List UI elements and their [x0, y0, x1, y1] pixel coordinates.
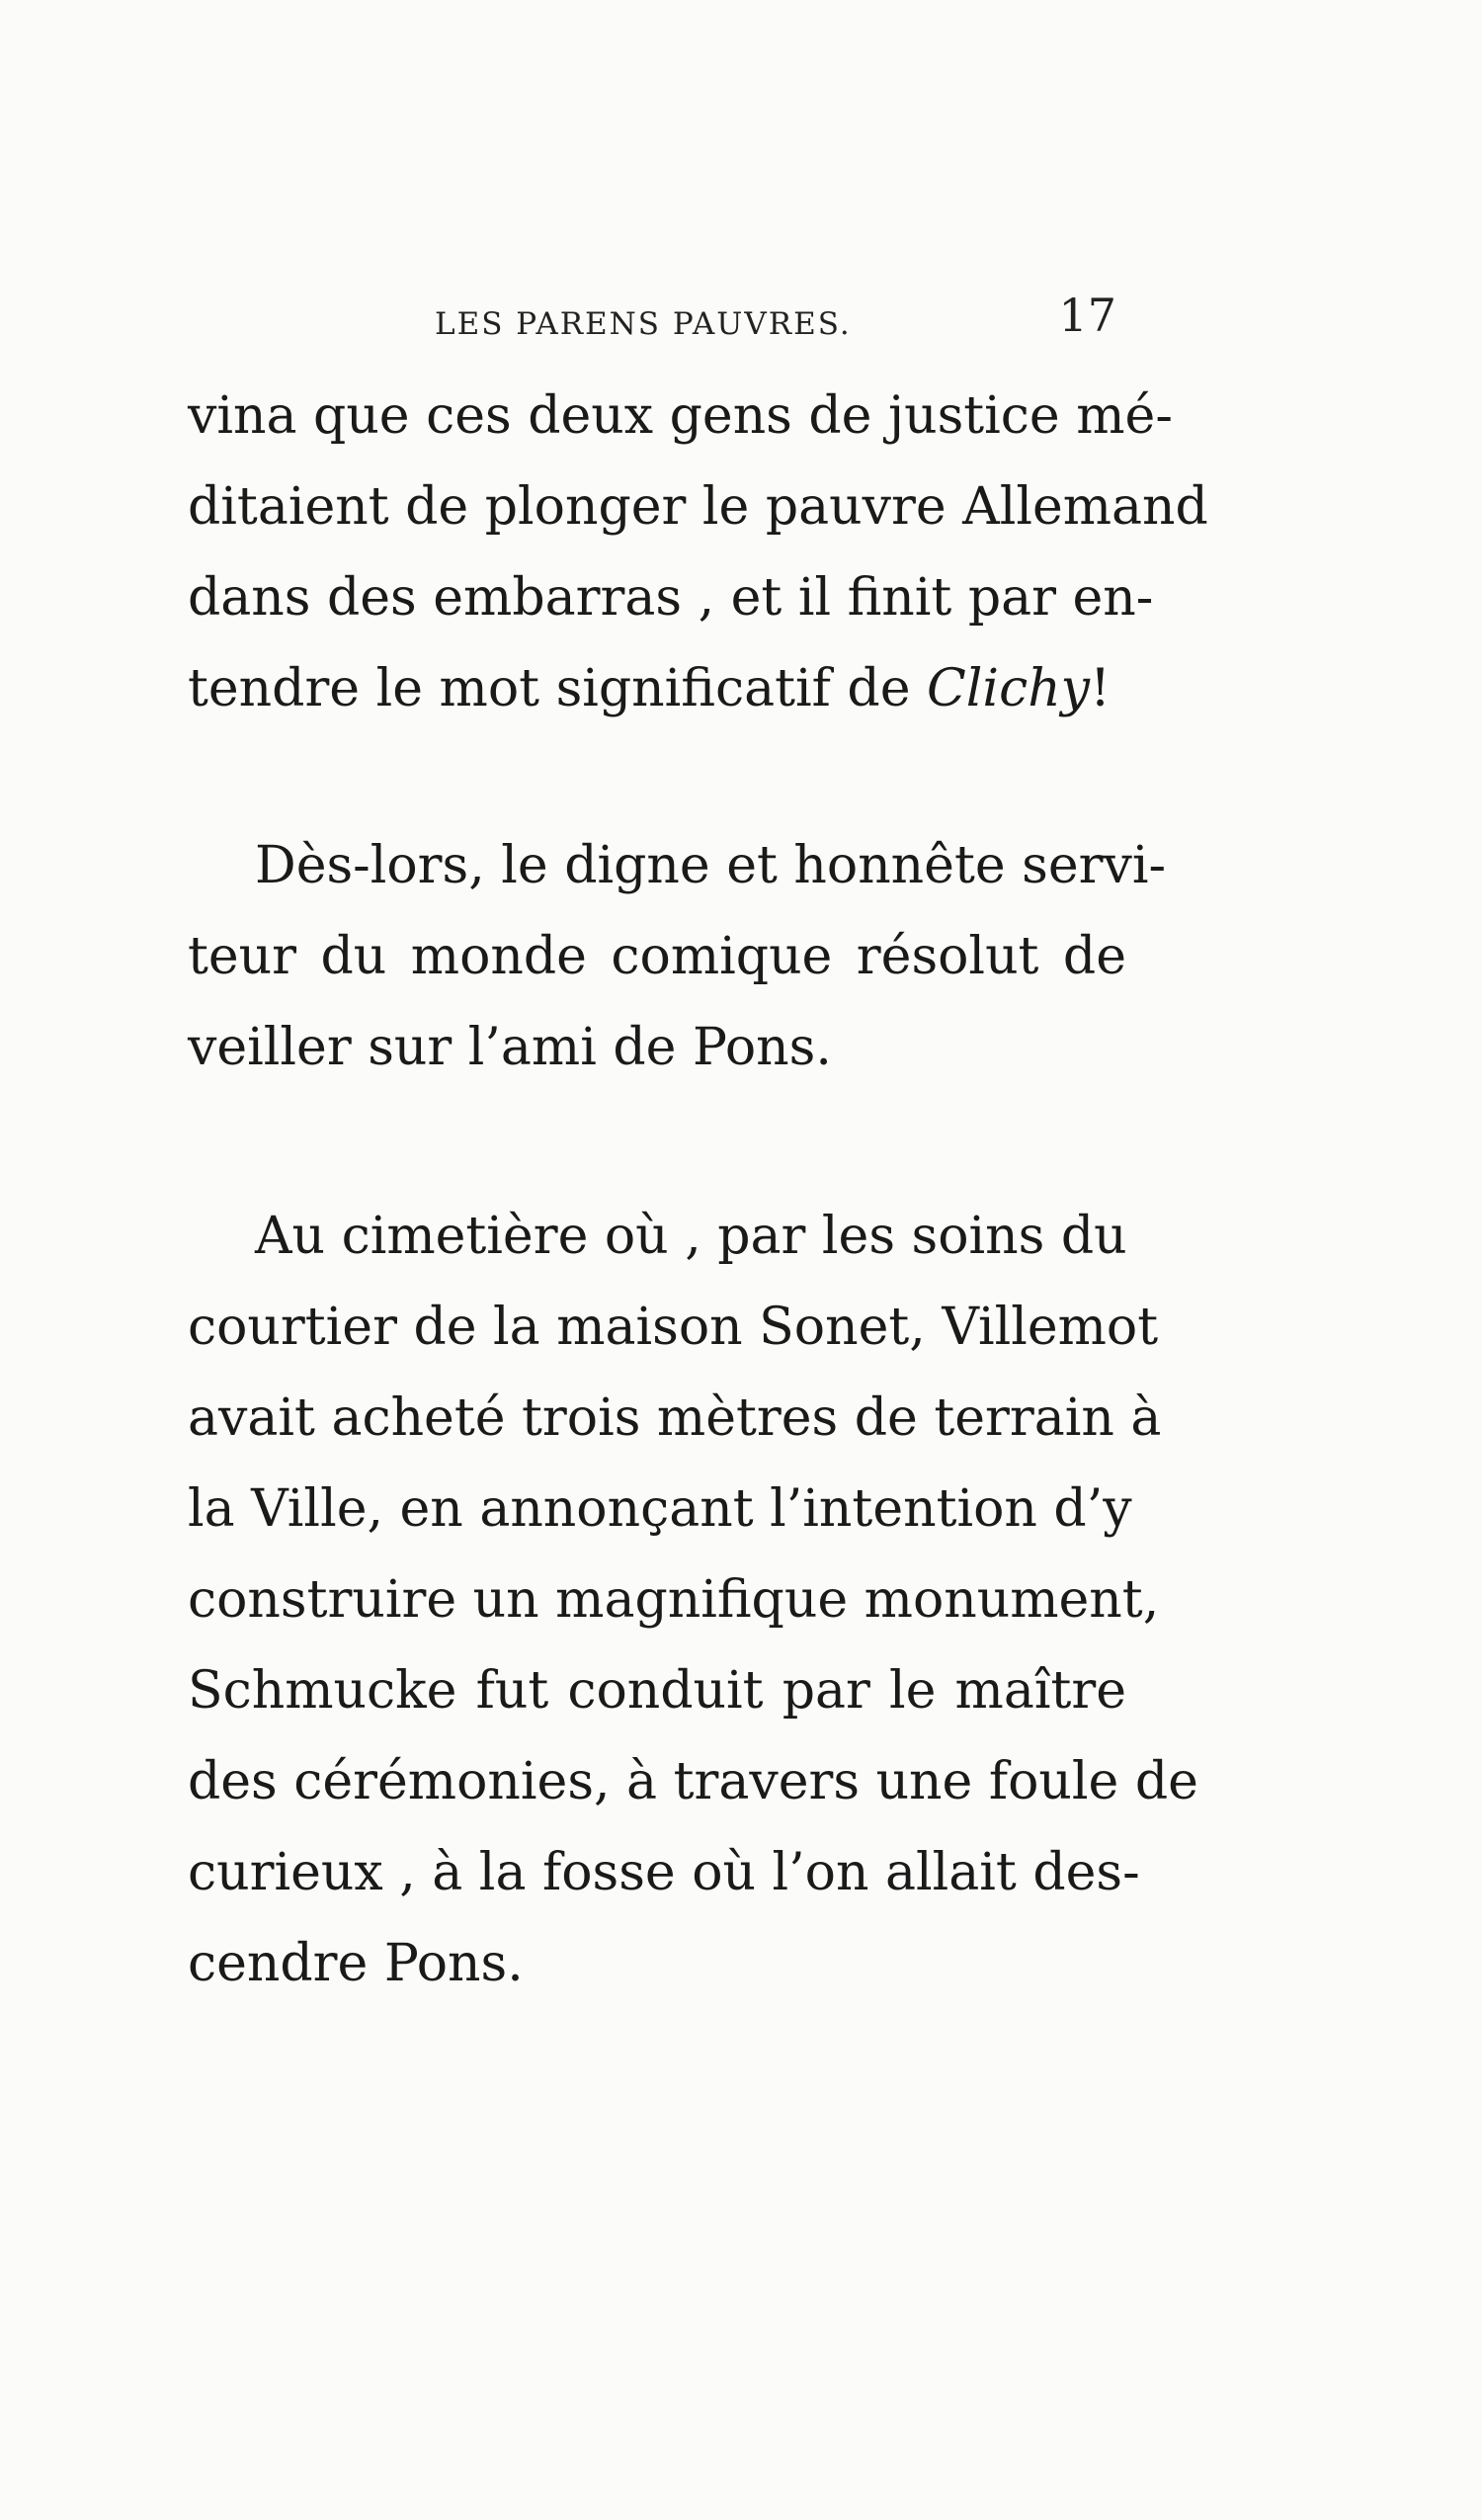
- paragraph-2: [188, 820, 1167, 1093]
- text-line: [188, 643, 1126, 734]
- text-line: veiller sur l’ami de Pons.: [188, 1018, 832, 1077]
- text-fragment: tendre le mot significatif de: [188, 659, 928, 718]
- text-fragment: !: [1090, 659, 1111, 718]
- text-line: Au cimetière où , par les soins du: [255, 1207, 1127, 1266]
- text-line: la Ville, en annonçant l’intention d’y: [188, 1479, 1132, 1539]
- text-line: courtier de la maison Sonet, Villemot: [188, 1298, 1159, 1357]
- running-title: LES PARENS PAUVRES.: [435, 306, 852, 342]
- text-line: teur du monde comique résolut de: [188, 927, 1126, 986]
- text-line: curieux , à la fosse où l’on allait des-: [188, 1843, 1140, 1902]
- text-line: dans des embarras , et il finit par en-: [188, 568, 1154, 628]
- paragraph-1: [188, 371, 1208, 734]
- text-line: cendre Pons.: [188, 1934, 524, 1993]
- text-line: construire un magnifique monument,: [188, 1570, 1160, 1630]
- text-line: des cérémonies, à travers une foule de: [188, 1752, 1198, 1811]
- text-line: Dès-lors, le digne et honnête servi-: [255, 836, 1167, 895]
- text-line: vina que ces deux gens de justice mé-: [188, 386, 1173, 446]
- emphasized-word: Clichy: [927, 659, 1091, 718]
- text-line: avait acheté trois mètres de terrain à: [188, 1388, 1162, 1448]
- text-line: Schmucke fut conduit par le maître: [188, 1661, 1126, 1721]
- page-header: [188, 289, 1136, 348]
- text-line: ditaient de plonger le pauvre Allemand: [188, 477, 1208, 537]
- page-number: 17: [1058, 289, 1116, 342]
- paragraph-3: [188, 1191, 1198, 2009]
